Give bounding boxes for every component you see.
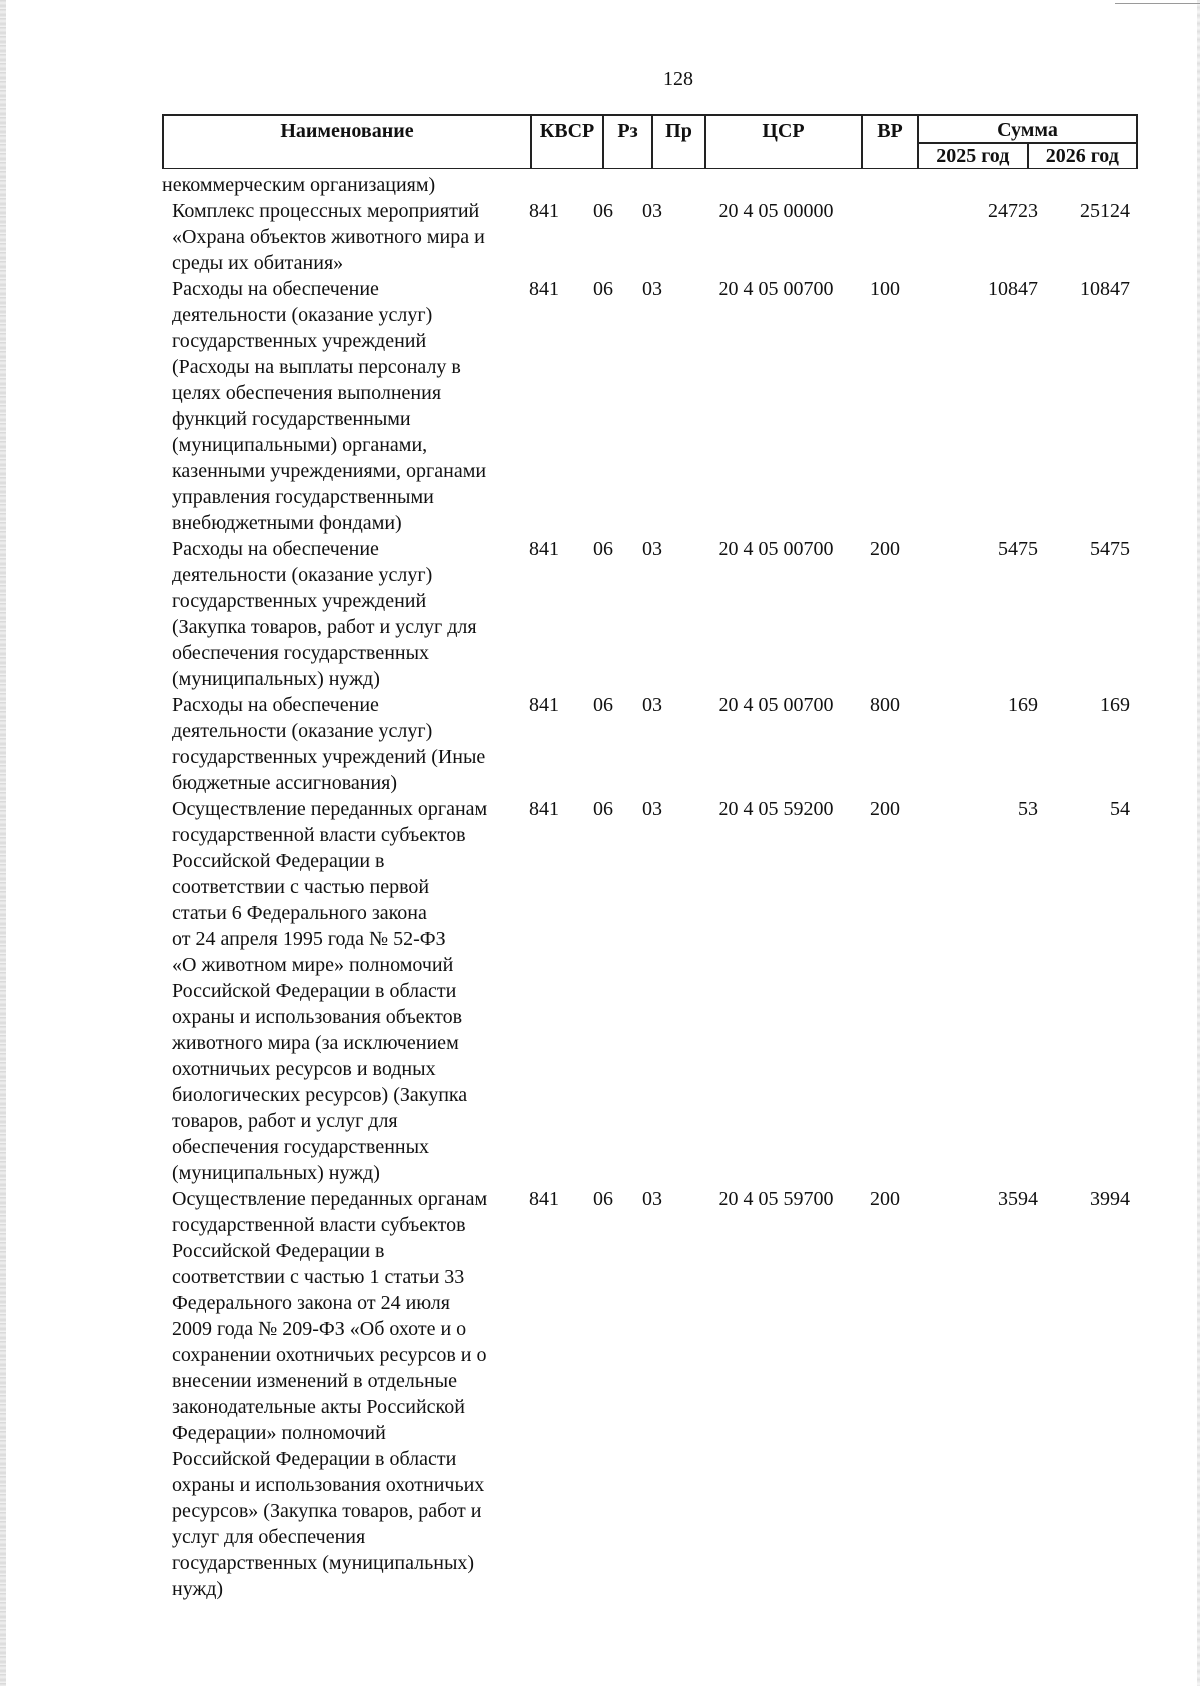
row-name: некоммерческим организациям)	[162, 174, 436, 196]
table-row	[162, 796, 1138, 1186]
row-name: Расходы на обеспечение деятельности (оказание услуг) государственных учреждений (Закупка товаров, работ и услуг для обеспечения государственных (муниципальных) нужд)	[172, 538, 477, 690]
header-name: Наименование	[280, 120, 414, 142]
row-csr: 20 4 05 00700	[718, 278, 834, 300]
row-rz: 06	[593, 200, 613, 222]
row-sum-2025: 5475	[998, 538, 1038, 560]
row-sum-2026: 169	[1100, 694, 1130, 716]
table-row	[162, 692, 1138, 796]
row-pr: 03	[642, 694, 662, 716]
row-name: Расходы на обеспечение деятельности (оказание услуг) государственных учреждений (Иные бюджетные ассигнования)	[172, 694, 486, 794]
header-sum	[917, 116, 1136, 169]
row-vr: 200	[870, 538, 900, 560]
row-rz: 06	[593, 694, 613, 716]
table-row	[162, 276, 1138, 536]
header-sum-years	[919, 144, 1136, 169]
header-sum-title: Сумма	[919, 116, 1136, 144]
table-row	[162, 536, 1138, 692]
table-row	[162, 198, 1138, 276]
table-row	[162, 172, 1138, 198]
row-pr: 03	[642, 1188, 662, 1210]
row-kvsr: 841	[529, 538, 559, 560]
row-kvsr: 841	[529, 798, 559, 820]
row-sum-2025: 10847	[988, 278, 1038, 300]
scan-edge-left	[0, 0, 6, 1686]
row-sum-2026: 25124	[1080, 200, 1130, 222]
row-sum-2025: 53	[1018, 798, 1038, 820]
row-sum-2026: 3994	[1090, 1188, 1130, 1210]
row-csr: 20 4 05 00700	[718, 694, 834, 716]
row-rz: 06	[593, 278, 613, 300]
row-csr: 20 4 05 59700	[718, 1188, 834, 1210]
header-rz: Рз	[602, 116, 651, 169]
row-rz: 06	[593, 798, 613, 820]
row-sum-2026: 10847	[1080, 278, 1130, 300]
header-kvsr: КВСР	[530, 116, 602, 169]
row-sum-2026: 54	[1110, 798, 1130, 820]
row-sum-2025: 24723	[988, 200, 1038, 222]
table-row	[162, 1186, 1138, 1602]
row-name: Комплекс процессных мероприятий «Охрана объектов животного мира и среды их обитания»	[172, 200, 485, 274]
row-vr: 800	[870, 694, 900, 716]
table-header	[162, 114, 1138, 169]
row-rz: 06	[593, 1188, 613, 1210]
row-name: Осуществление переданных органам государственной власти субъектов Российской Федерации в соответствии с частью 1 статьи 33 Федерального закона от 24 июля 2009 года № 209-ФЗ «Об охоте и о сохранении охотничьих ресурсов и о внесении изменений в отдельные законодательные акты Российской Федерации» полномочий Российской Федерации в области охраны и использования охотничьих ресурсов» (Закупка товаров, работ и услуг для обеспечения государственных (муниципальных) нужд)	[172, 1188, 488, 1600]
page-number: 128	[663, 68, 693, 90]
row-vr: 200	[870, 1188, 900, 1210]
row-vr: 100	[870, 278, 900, 300]
header-year-2025: 2025 год	[936, 145, 1010, 167]
row-rz: 06	[593, 538, 613, 560]
row-csr: 20 4 05 59200	[718, 798, 834, 820]
header-year-2026: 2026 год	[1027, 144, 1137, 169]
row-pr: 03	[642, 798, 662, 820]
row-kvsr: 841	[529, 200, 559, 222]
row-pr: 03	[642, 538, 662, 560]
row-vr: 200	[870, 798, 900, 820]
row-sum-2025: 3594	[998, 1188, 1038, 1210]
row-name: Расходы на обеспечение деятельности (оказание услуг) государственных учреждений (Расходы на выплаты персоналу в целях обеспечения выполнения функций государственными (муниципальными) органами, казенными учреждениями, органами управления государственными внебюджетными фондами)	[172, 278, 487, 534]
row-kvsr: 841	[529, 1188, 559, 1210]
row-sum-2025: 169	[1008, 694, 1038, 716]
row-kvsr: 841	[529, 278, 559, 300]
row-csr: 20 4 05 00000	[718, 200, 834, 222]
row-sum-2026: 5475	[1090, 538, 1130, 560]
header-csr: ЦСР	[704, 116, 861, 169]
header-vr: ВР	[861, 116, 917, 169]
table-body	[162, 172, 1138, 1602]
row-pr: 03	[642, 278, 662, 300]
row-pr: 03	[642, 200, 662, 222]
row-kvsr: 841	[529, 694, 559, 716]
scan-line-top	[1115, 3, 1200, 4]
header-pr: Пр	[651, 116, 704, 169]
row-name: Осуществление переданных органам государственной власти субъектов Российской Федерации в соответствии с частью первой статьи 6 Федерального закона от 24 апреля 1995 года № 52-ФЗ «О животном мире» полномочий Российской Федерации в области охраны и использования объектов животного мира (за исключением охотничьих ресурсов и водных биологических ресурсов) (Закупка товаров, работ и услуг для обеспечения государственных (муниципальных) нужд)	[172, 798, 488, 1184]
row-csr: 20 4 05 00700	[718, 538, 834, 560]
